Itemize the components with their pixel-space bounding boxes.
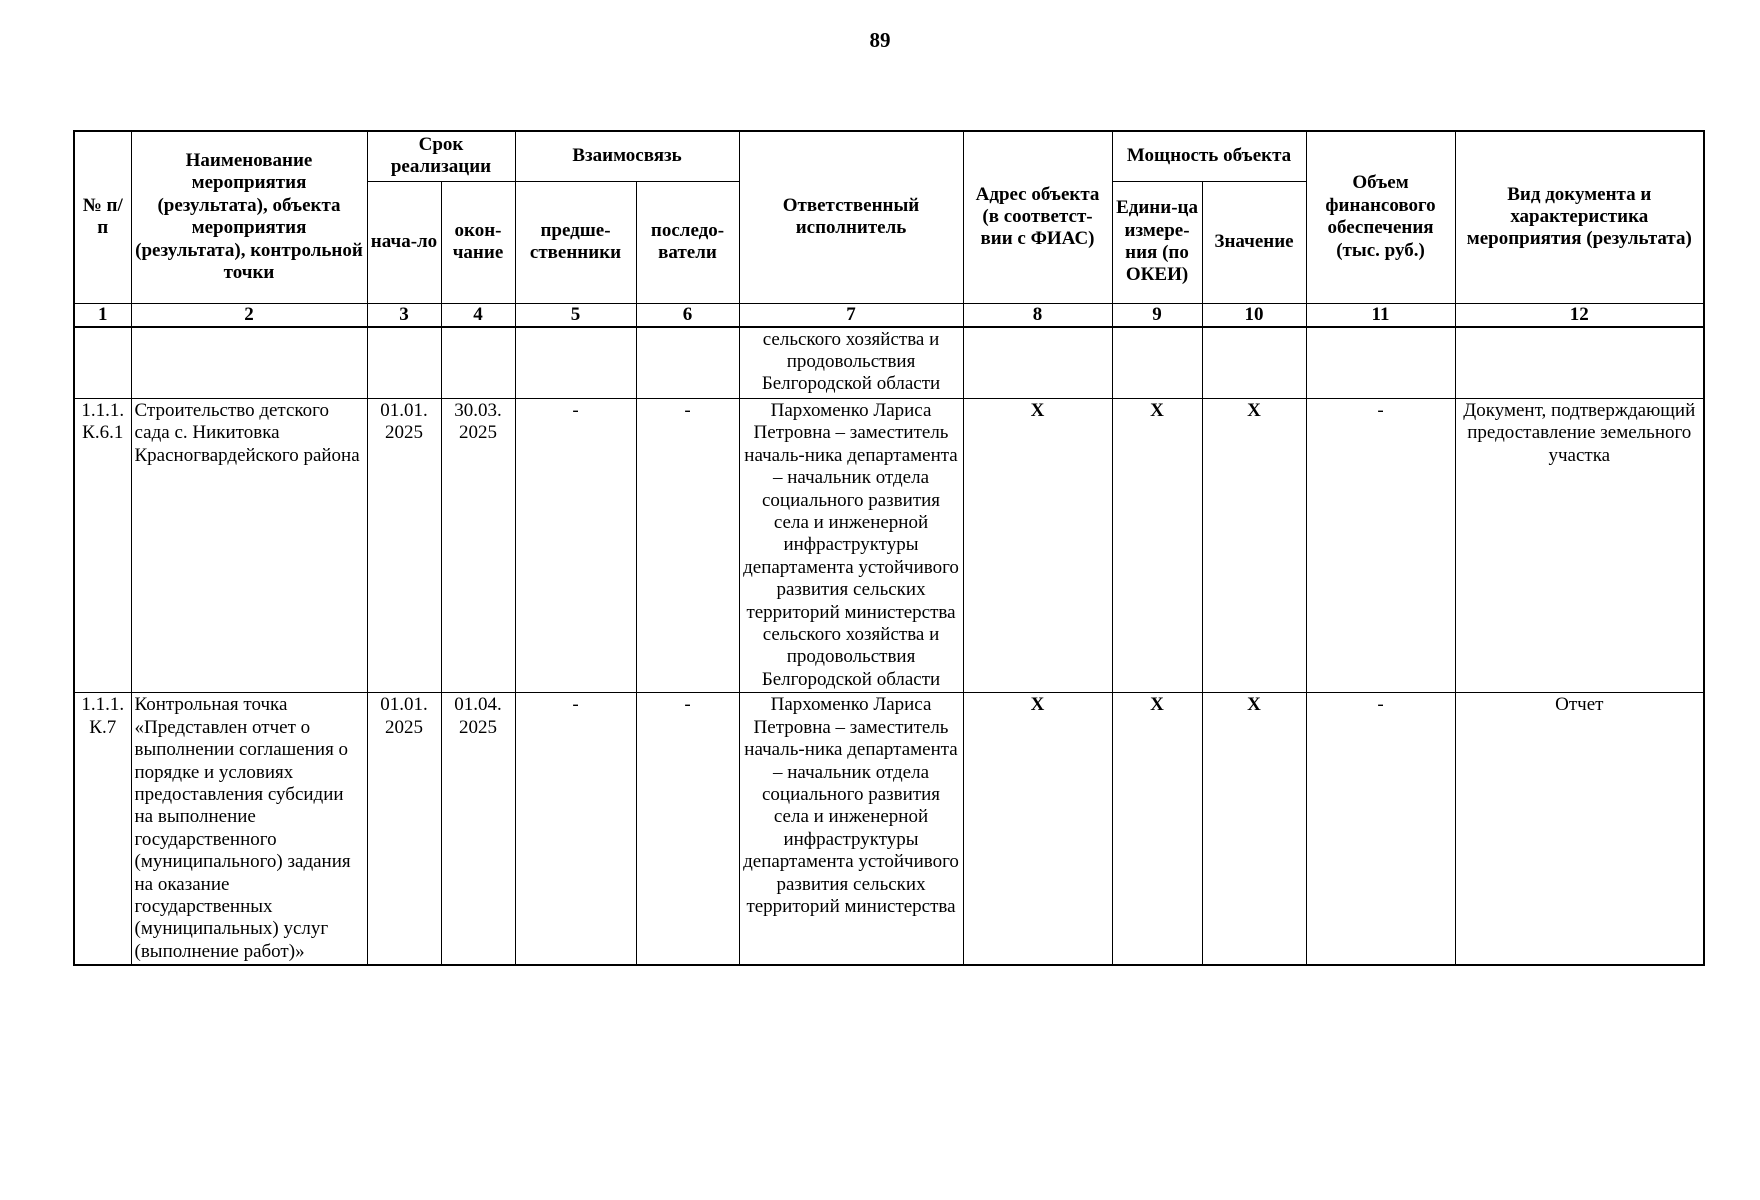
row-number [74,327,131,399]
row-unit [1112,327,1202,399]
row-end [441,327,515,399]
column-number: 4 [441,303,515,327]
row-value [1202,327,1306,399]
row-value: Х [1202,399,1306,693]
column-number: 8 [963,303,1112,327]
row-predecessors: - [515,693,636,965]
column-number: 7 [739,303,963,327]
row-name: Контрольная точка «Представлен отчет о выполнении соглашения о порядке и условиях предоставления субсидии на выполнение государственного (муниципального) задания на оказание государственных (муниципальных) услуг (выполнение работ)» [131,693,367,965]
row-successors: - [636,399,739,693]
row-number: 1.1.1. К.6.1 [74,399,131,693]
header-value: Значение [1202,181,1306,303]
table-row [74,693,1704,965]
row-responsible: Пархоменко Лариса Петровна – заместитель началь-ника департамента – начальник отдела социального развития села и инженерной инфраструктуры департамента устойчивого развития сельских территорий министерства сельского хозяйства и продовольствия Белгородской области [739,399,963,693]
row-document: Документ, подтверждающий предоставление земельного участка [1455,399,1704,693]
row-end: 30.03. 2025 [441,399,515,693]
column-number: 12 [1455,303,1704,327]
column-number: 5 [515,303,636,327]
header-predecessors: предше-ственники [515,181,636,303]
row-number: 1.1.1. К.7 [74,693,131,965]
column-number: 3 [367,303,441,327]
row-document: Отчет [1455,693,1704,965]
row-successors [636,327,739,399]
row-name [131,327,367,399]
header-address: Адрес объекта (в соответст-вии с ФИАС) [963,131,1112,303]
row-address: Х [963,399,1112,693]
header-finance: Объем финансового обеспечения (тыс. руб.) [1306,131,1455,303]
activity-plan-table [73,130,1705,966]
table-row [74,399,1704,693]
column-number: 10 [1202,303,1306,327]
header-end: окон-чание [441,181,515,303]
column-number: 9 [1112,303,1202,327]
header-successors: последо-ватели [636,181,739,303]
header-number: № п/п [74,131,131,303]
header-power-group: Мощность объекта [1112,131,1306,181]
row-value: Х [1202,693,1306,965]
row-finance [1306,327,1455,399]
table-row [74,327,1704,399]
row-responsible: Пархоменко Лариса Петровна – заместитель началь-ника департамента – начальник отдела социального развития села и инженерной инфраструктуры департамента устойчивого развития сельских территорий министерства [739,693,963,965]
row-predecessors [515,327,636,399]
row-unit: Х [1112,693,1202,965]
row-finance: - [1306,693,1455,965]
header-unit: Едини-ца измере-ния (по ОКЕИ) [1112,181,1202,303]
header-term-group: Срок реализации [367,131,515,181]
row-end: 01.04. 2025 [441,693,515,965]
row-document [1455,327,1704,399]
header-name: Наименование мероприятия (результата), объекта мероприятия (результата), контрольной точки [131,131,367,303]
row-start: 01.01. 2025 [367,399,441,693]
row-finance: - [1306,399,1455,693]
column-number: 11 [1306,303,1455,327]
row-name: Строительство детского сада с. Никитовка Красногвардейского района [131,399,367,693]
row-responsible: сельского хозяйства и продовольствия Белгородской области [739,327,963,399]
header-link-group: Взаимосвязь [515,131,739,181]
row-address: Х [963,693,1112,965]
row-predecessors: - [515,399,636,693]
column-number: 1 [74,303,131,327]
row-successors: - [636,693,739,965]
row-start: 01.01. 2025 [367,693,441,965]
column-number: 2 [131,303,367,327]
row-start [367,327,441,399]
row-unit: Х [1112,399,1202,693]
page-number: 89 [869,28,891,52]
row-address [963,327,1112,399]
header-start: нача-ло [367,181,441,303]
header-responsible: Ответственный исполнитель [739,131,963,303]
header-document: Вид документа и характеристика мероприятия (результата) [1455,131,1704,303]
column-number: 6 [636,303,739,327]
